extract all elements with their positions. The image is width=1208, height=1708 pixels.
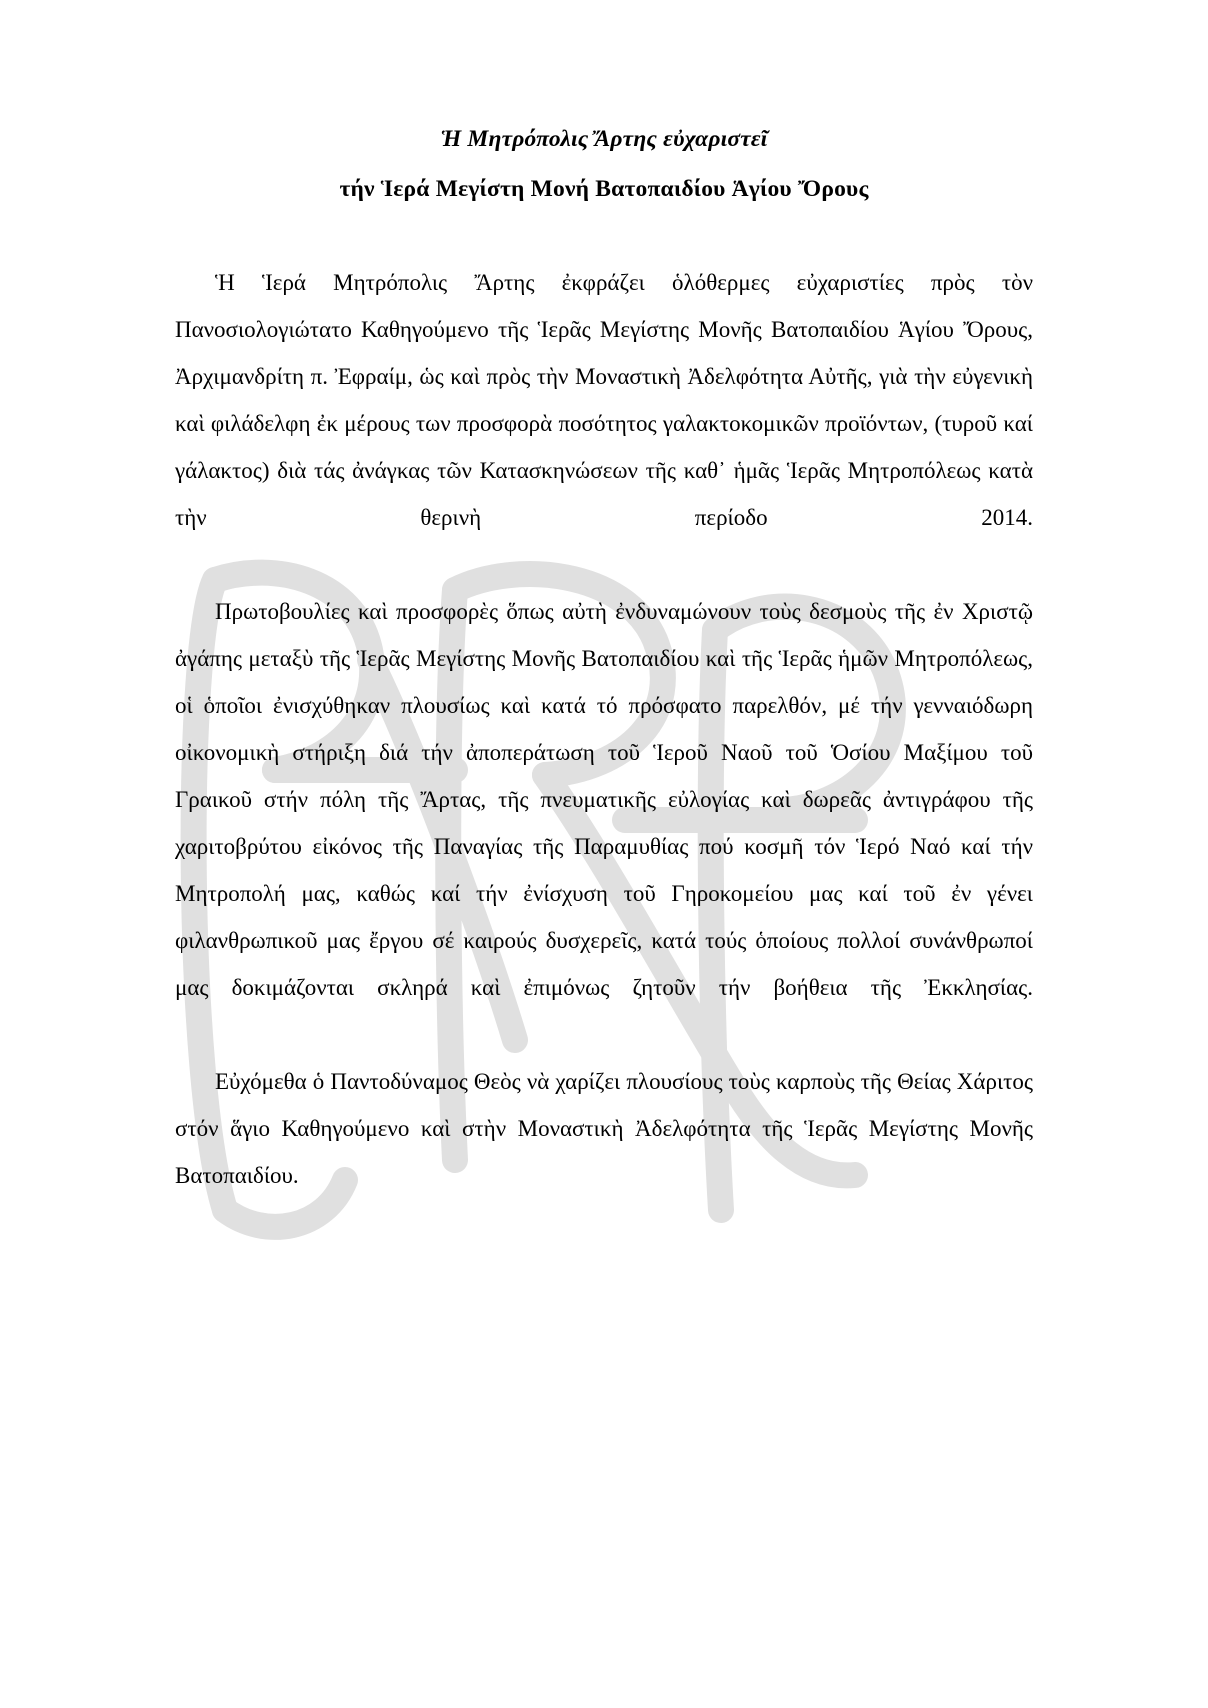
- paragraph-2: Πρωτοβουλίες καὶ προσφορὲς ὅπως αὐτὴ ἐνδυναμώνουν τοὺς δεσμοὺς τῆς ἐν Χριστῷ ἀγάπης μεταξὺ τῆς Ἱερᾶς Μεγίστης Μονῆς Βατοπαιδίου καὶ τῆς Ἱερᾶς ἡμῶν Μητροπόλεως, οἱ ὁποῖοι ἐνισχύθηκαν πλουσίως καὶ κατά τό πρόσφατο παρελθόν, μέ τήν γενναιόδωρη οἰκονομικὴ στήριξη διά τήν ἀποπεράτωση τοῦ Ἱεροῦ Ναοῦ τοῦ Ὁσίου Μαξίμου τοῦ Γραικοῦ στήν πόλη τῆς Ἄρτας, τῆς πνευματικῆς εὐλογίας καὶ δωρεᾶς ἀντιγράφου τῆς χαριτοβρύτου εἰκόνος τῆς Παναγίας τῆς Παραμυθίας πού κοσμῆ τόν Ἱερό Ναό καί τήν Μητροπολή μας, καθώς καί τήν ἐνίσχυση τοῦ Γηροκομείου μας καί τοῦ ἐν γένει φιλανθρωπικοῦ μας ἔργου σέ καιρούς δυσχερεῖς, κατά τούς ὁποίους πολλοί συνάνθρωποί μας δοκιμάζονται σκληρά καὶ ἐπιμόνως ζητοῦν τήν βοήθεια τῆς Ἐκκλησίας.: [175, 599, 1033, 1000]
- title-line-1: Ἡ Μητρόπολις Ἄρτης εὐχαριστεῖ: [440, 126, 768, 152]
- document-body: [175, 259, 1033, 1246]
- paragraph-1: Ἡ Ἱερά Μητρόπολις Ἄρτης ἐκφράζει ὁλόθερμες εὐχαριστίες πρὸς τὸν Πανοσιολογιώτατο Καθηγούμενο τῆς Ἱερᾶς Μεγίστης Μονῆς Βατοπαιδίου Ἁγίου Ὄρους, Ἀρχιμανδρίτη π. Ἐφραίμ, ὡς καὶ πρὸς τὴν Μοναστικὴ Ἀδελφότητα Αὐτῆς, γιὰ τὴν εὐγενικὴ καὶ φιλάδελφη ἐκ μέρους των προσφορὰ ποσότητος γαλακτοκομικῶν προϊόντων, (τυροῦ καί γάλακτος) διὰ τάς ἀνάγκας τῶν Κατασκηνώσεων τῆς καθ᾽ ἡμᾶς Ἱερᾶς Μητροπόλεως κατὰ τὴν θερινὴ περίοδο 2014.: [175, 270, 1033, 530]
- paragraph-3: Εὐχόμεθα ὁ Παντοδύναμος Θεὸς νὰ χαρίζει πλουσίους τοὺς καρποὺς τῆς Θείας Χάριτος στόν ἅγιο Καθηγούμενο καὶ στὴν Μοναστικὴ Ἀδελφότητα τῆς Ἱερᾶς Μεγίστης Μονῆς Βατοπαιδίου.: [175, 1069, 1033, 1188]
- document-title: [175, 0, 1033, 201]
- title-line-2: τήν Ἱερά Μεγίστη Μονή Βατοπαιδίου Ἁγίου Ὄρους: [339, 175, 869, 202]
